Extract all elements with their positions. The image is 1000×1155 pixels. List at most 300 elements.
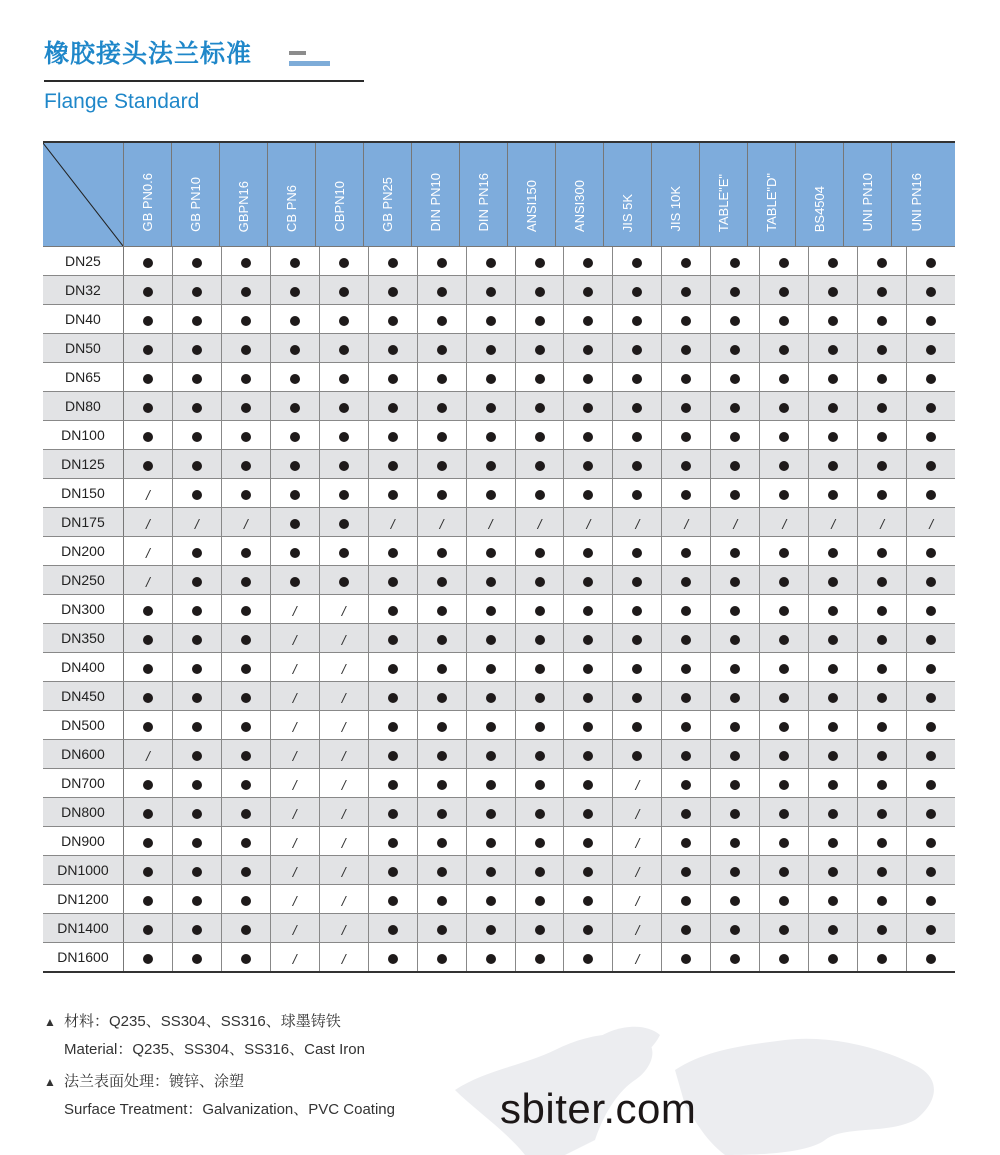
table-cell — [760, 798, 809, 826]
table-row — [43, 769, 955, 798]
available-dot-icon — [730, 577, 740, 587]
available-dot-icon — [828, 635, 838, 645]
available-dot-icon — [926, 780, 936, 790]
available-dot-icon — [486, 490, 496, 500]
available-dot-icon — [779, 722, 789, 732]
table-cell — [418, 334, 467, 362]
table-cell — [564, 711, 613, 739]
table-row — [43, 711, 955, 740]
table-cell — [222, 769, 271, 797]
available-dot-icon — [241, 258, 251, 268]
available-dot-icon — [730, 693, 740, 703]
table-cell — [907, 537, 955, 565]
row-label: DN800 — [43, 798, 124, 826]
available-dot-icon — [535, 896, 545, 906]
available-dot-icon — [730, 287, 740, 297]
table-row — [43, 479, 955, 508]
row-label: DN200 — [43, 537, 124, 565]
table-cell — [467, 914, 516, 942]
table-cell — [662, 595, 711, 623]
table-cell — [320, 769, 369, 797]
table-cell — [124, 334, 173, 362]
available-dot-icon — [388, 780, 398, 790]
table-cell — [467, 711, 516, 739]
table-cell — [711, 566, 760, 594]
available-dot-icon — [681, 374, 691, 384]
available-dot-icon — [877, 664, 887, 674]
table-cell — [516, 624, 565, 652]
table-row — [43, 682, 955, 711]
table-cell — [418, 798, 467, 826]
table-cell — [271, 624, 320, 652]
not-available-slash: / — [292, 631, 297, 648]
available-dot-icon — [192, 751, 202, 761]
table-cell — [124, 392, 173, 420]
available-dot-icon — [877, 606, 887, 616]
available-dot-icon — [192, 287, 202, 297]
available-dot-icon — [192, 548, 202, 558]
available-dot-icon — [388, 548, 398, 558]
table-cell — [613, 711, 662, 739]
not-available-slash: / — [586, 515, 591, 532]
available-dot-icon — [486, 664, 496, 674]
table-cell — [907, 798, 955, 826]
not-available-slash: / — [488, 515, 493, 532]
table-row — [43, 856, 955, 885]
table-cell — [516, 827, 565, 855]
table-cell — [418, 914, 467, 942]
table-cell — [711, 247, 760, 275]
note-material-en: Material：Q235、SS304、SS316、Cast Iron — [64, 1041, 365, 1058]
table-cell — [760, 943, 809, 971]
table-cell — [711, 740, 760, 768]
available-dot-icon — [388, 925, 398, 935]
not-available-slash: / — [292, 921, 297, 938]
available-dot-icon — [290, 374, 300, 384]
available-dot-icon — [143, 693, 153, 703]
table-cell — [858, 769, 907, 797]
available-dot-icon — [192, 316, 202, 326]
available-dot-icon — [437, 258, 447, 268]
column-header — [460, 143, 508, 246]
available-dot-icon — [388, 809, 398, 819]
table-row — [43, 827, 955, 856]
table-cell — [418, 856, 467, 884]
table-cell — [467, 566, 516, 594]
available-dot-icon — [241, 722, 251, 732]
available-dot-icon — [681, 867, 691, 877]
available-dot-icon — [583, 345, 593, 355]
available-dot-icon — [535, 432, 545, 442]
available-dot-icon — [828, 664, 838, 674]
available-dot-icon — [828, 693, 838, 703]
table-row — [43, 450, 955, 479]
not-available-slash: / — [341, 863, 346, 880]
available-dot-icon — [290, 316, 300, 326]
available-dot-icon — [583, 548, 593, 558]
table-cell — [809, 363, 858, 391]
available-dot-icon — [681, 780, 691, 790]
table-cell — [809, 856, 858, 884]
table-cell — [760, 595, 809, 623]
table-cell — [173, 595, 222, 623]
table-cell — [173, 856, 222, 884]
column-header-label: TABLE"E" — [716, 173, 731, 232]
table-cell — [369, 856, 418, 884]
available-dot-icon — [779, 664, 789, 674]
note-surface — [44, 1068, 395, 1123]
table-cell — [711, 885, 760, 913]
available-dot-icon — [535, 403, 545, 413]
available-dot-icon — [388, 432, 398, 442]
table-cell — [222, 711, 271, 739]
available-dot-icon — [681, 432, 691, 442]
available-dot-icon — [535, 925, 545, 935]
available-dot-icon — [926, 809, 936, 819]
column-header — [844, 143, 892, 246]
not-available-slash: / — [292, 660, 297, 677]
table-cell — [467, 276, 516, 304]
available-dot-icon — [486, 896, 496, 906]
table-cell — [369, 566, 418, 594]
table-cell — [711, 653, 760, 681]
available-dot-icon — [143, 896, 153, 906]
available-dot-icon — [143, 345, 153, 355]
table-cell — [809, 653, 858, 681]
not-available-slash: / — [831, 515, 836, 532]
table-cell — [564, 479, 613, 507]
available-dot-icon — [486, 838, 496, 848]
column-header — [748, 143, 796, 246]
available-dot-icon — [877, 954, 887, 964]
available-dot-icon — [926, 867, 936, 877]
website-label: sbiter.com — [500, 1085, 697, 1132]
available-dot-icon — [877, 258, 887, 268]
table-cell — [173, 914, 222, 942]
table-cell — [760, 856, 809, 884]
available-dot-icon — [632, 722, 642, 732]
available-dot-icon — [779, 316, 789, 326]
available-dot-icon — [632, 751, 642, 761]
table-cell — [613, 334, 662, 362]
table-cell — [418, 305, 467, 333]
table-cell — [222, 798, 271, 826]
table-cell — [173, 566, 222, 594]
available-dot-icon — [535, 345, 545, 355]
available-dot-icon — [437, 374, 447, 384]
available-dot-icon — [339, 432, 349, 442]
not-available-slash: / — [145, 486, 150, 503]
table-cell — [320, 624, 369, 652]
table-cell — [467, 769, 516, 797]
available-dot-icon — [730, 490, 740, 500]
available-dot-icon — [681, 838, 691, 848]
available-dot-icon — [437, 809, 447, 819]
available-dot-icon — [437, 577, 447, 587]
not-available-slash: / — [194, 515, 199, 532]
available-dot-icon — [779, 461, 789, 471]
available-dot-icon — [926, 432, 936, 442]
available-dot-icon — [583, 287, 593, 297]
table-cell — [613, 740, 662, 768]
available-dot-icon — [681, 345, 691, 355]
table-cell — [858, 827, 907, 855]
row-label: DN700 — [43, 769, 124, 797]
available-dot-icon — [437, 664, 447, 674]
row-label: DN1600 — [43, 943, 124, 971]
available-dot-icon — [877, 925, 887, 935]
table-cell — [418, 392, 467, 420]
available-dot-icon — [192, 809, 202, 819]
available-dot-icon — [437, 693, 447, 703]
table-cell — [222, 566, 271, 594]
table-cell — [124, 885, 173, 913]
table-cell — [320, 566, 369, 594]
available-dot-icon — [241, 925, 251, 935]
table-cell — [516, 334, 565, 362]
not-available-slash: / — [292, 863, 297, 880]
table-cell — [760, 305, 809, 333]
available-dot-icon — [192, 780, 202, 790]
table-cell — [760, 566, 809, 594]
available-dot-icon — [828, 925, 838, 935]
table-cell — [516, 247, 565, 275]
available-dot-icon — [926, 403, 936, 413]
table-cell — [662, 624, 711, 652]
available-dot-icon — [290, 577, 300, 587]
available-dot-icon — [535, 490, 545, 500]
table-cell — [173, 334, 222, 362]
row-label: DN175 — [43, 508, 124, 536]
table-cell — [222, 537, 271, 565]
available-dot-icon — [779, 577, 789, 587]
column-header — [652, 143, 700, 246]
table-cell — [467, 479, 516, 507]
not-available-slash: / — [292, 718, 297, 735]
available-dot-icon — [730, 867, 740, 877]
available-dot-icon — [632, 316, 642, 326]
table-cell — [516, 856, 565, 884]
table-cell — [613, 392, 662, 420]
table-cell — [858, 740, 907, 768]
table-cell — [320, 421, 369, 449]
not-available-slash: / — [341, 921, 346, 938]
available-dot-icon — [828, 461, 838, 471]
available-dot-icon — [535, 635, 545, 645]
not-available-slash: / — [341, 631, 346, 648]
note-surface-en: Surface Treatment：Galvanization、PVC Coating — [64, 1101, 395, 1118]
table-cell — [320, 334, 369, 362]
table-cell — [613, 943, 662, 971]
available-dot-icon — [143, 925, 153, 935]
available-dot-icon — [632, 345, 642, 355]
table-cell — [418, 682, 467, 710]
table-cell — [613, 537, 662, 565]
table-cell — [271, 769, 320, 797]
available-dot-icon — [681, 693, 691, 703]
available-dot-icon — [388, 693, 398, 703]
column-header — [124, 143, 172, 246]
table-cell — [418, 566, 467, 594]
table-cell — [662, 914, 711, 942]
available-dot-icon — [730, 432, 740, 442]
table-cell — [369, 943, 418, 971]
table-cell — [369, 624, 418, 652]
table-cell — [662, 334, 711, 362]
column-header-label: UNI PN16 — [908, 173, 924, 232]
table-cell — [271, 305, 320, 333]
table-cell — [222, 856, 271, 884]
table-cell — [124, 943, 173, 971]
table-cell — [760, 508, 809, 536]
not-available-slash: / — [341, 689, 346, 706]
available-dot-icon — [388, 345, 398, 355]
available-dot-icon — [779, 258, 789, 268]
column-header — [796, 143, 844, 246]
row-label: DN400 — [43, 653, 124, 681]
world-map-watermark — [445, 1010, 985, 1155]
row-label: DN1400 — [43, 914, 124, 942]
table-cell — [516, 537, 565, 565]
table-cell — [564, 624, 613, 652]
table-cell — [467, 363, 516, 391]
row-label: DN25 — [43, 247, 124, 275]
available-dot-icon — [486, 635, 496, 645]
not-available-slash: / — [341, 602, 346, 619]
table-cell — [369, 276, 418, 304]
table-cell — [467, 508, 516, 536]
available-dot-icon — [877, 722, 887, 732]
table-cell — [222, 479, 271, 507]
table-cell — [907, 334, 955, 362]
available-dot-icon — [632, 664, 642, 674]
available-dot-icon — [535, 316, 545, 326]
table-cell — [124, 653, 173, 681]
table-cell — [173, 885, 222, 913]
table-cell — [124, 566, 173, 594]
column-header — [172, 143, 220, 246]
table-cell — [564, 363, 613, 391]
available-dot-icon — [192, 606, 202, 616]
available-dot-icon — [877, 316, 887, 326]
not-available-slash: / — [537, 515, 542, 532]
available-dot-icon — [388, 664, 398, 674]
row-label: DN40 — [43, 305, 124, 333]
available-dot-icon — [730, 258, 740, 268]
table-cell — [760, 392, 809, 420]
available-dot-icon — [779, 838, 789, 848]
table-cell — [320, 595, 369, 623]
available-dot-icon — [779, 954, 789, 964]
available-dot-icon — [143, 954, 153, 964]
table-cell — [907, 566, 955, 594]
table-cell — [271, 740, 320, 768]
column-header — [412, 143, 460, 246]
table-cell — [662, 247, 711, 275]
table-cell — [369, 334, 418, 362]
available-dot-icon — [339, 374, 349, 384]
table-cell — [907, 653, 955, 681]
row-label: DN300 — [43, 595, 124, 623]
table-cell — [858, 943, 907, 971]
available-dot-icon — [877, 548, 887, 558]
available-dot-icon — [437, 925, 447, 935]
table-cell — [907, 508, 955, 536]
table-cell — [760, 276, 809, 304]
available-dot-icon — [143, 838, 153, 848]
table-cell — [858, 798, 907, 826]
table-cell — [320, 740, 369, 768]
table-cell — [320, 363, 369, 391]
available-dot-icon — [730, 722, 740, 732]
not-available-slash: / — [292, 602, 297, 619]
available-dot-icon — [437, 490, 447, 500]
flange-standard-table — [43, 141, 955, 973]
table-cell — [613, 682, 662, 710]
table-cell — [809, 392, 858, 420]
table-cell — [369, 798, 418, 826]
table-row — [43, 537, 955, 566]
table-cell — [320, 856, 369, 884]
available-dot-icon — [241, 316, 251, 326]
table-cell — [418, 885, 467, 913]
available-dot-icon — [535, 722, 545, 732]
row-label: DN65 — [43, 363, 124, 391]
available-dot-icon — [192, 577, 202, 587]
available-dot-icon — [143, 403, 153, 413]
available-dot-icon — [241, 896, 251, 906]
available-dot-icon — [877, 490, 887, 500]
table-cell — [662, 276, 711, 304]
available-dot-icon — [779, 867, 789, 877]
table-cell — [418, 450, 467, 478]
table-cell — [271, 827, 320, 855]
table-cell — [809, 508, 858, 536]
table-cell — [809, 247, 858, 275]
table-cell — [711, 943, 760, 971]
not-available-slash: / — [439, 515, 444, 532]
available-dot-icon — [290, 461, 300, 471]
available-dot-icon — [828, 403, 838, 413]
table-cell — [271, 334, 320, 362]
available-dot-icon — [681, 287, 691, 297]
available-dot-icon — [632, 432, 642, 442]
available-dot-icon — [779, 403, 789, 413]
not-available-slash: / — [292, 689, 297, 706]
row-label: DN50 — [43, 334, 124, 362]
table-row — [43, 334, 955, 363]
table-cell — [662, 943, 711, 971]
not-available-slash: / — [292, 776, 297, 793]
available-dot-icon — [437, 316, 447, 326]
table-cell — [467, 305, 516, 333]
table-cell — [662, 827, 711, 855]
table-cell — [613, 508, 662, 536]
table-row — [43, 392, 955, 421]
table-cell — [858, 624, 907, 652]
not-available-slash: / — [292, 892, 297, 909]
available-dot-icon — [535, 577, 545, 587]
available-dot-icon — [730, 751, 740, 761]
table-cell — [467, 653, 516, 681]
table-cell — [467, 885, 516, 913]
available-dot-icon — [486, 287, 496, 297]
available-dot-icon — [877, 374, 887, 384]
table-cell — [467, 595, 516, 623]
available-dot-icon — [632, 606, 642, 616]
table-cell — [516, 595, 565, 623]
available-dot-icon — [779, 780, 789, 790]
